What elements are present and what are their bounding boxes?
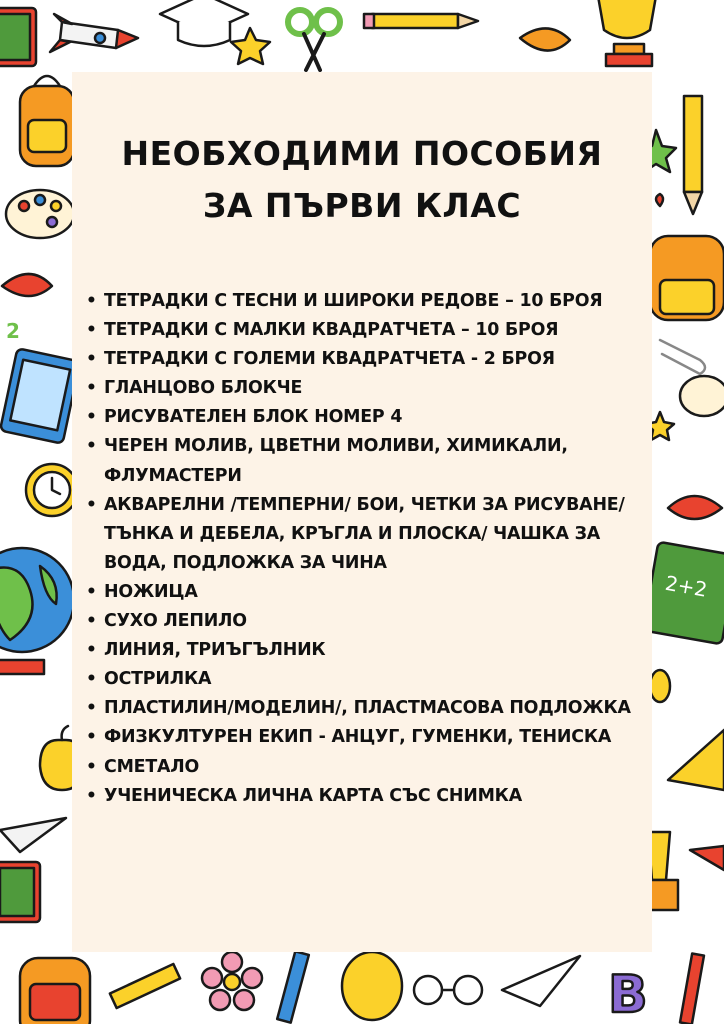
list-item: • ГЛАНЦОВО БЛОКЧЕ (84, 374, 654, 403)
supplies-list (84, 287, 654, 811)
svg-text:B: B (608, 965, 648, 1024)
svg-text:2+2: 2+2 (663, 570, 710, 602)
list-item: • РИСУВАТЕЛЕН БЛОК НОМЕР 4 (84, 403, 654, 432)
list-item: • ТЕТРАДКИ С МАЛКИ КВАДРАТЧЕТА – 10 БРОЯ (84, 316, 654, 345)
list-item: • УЧЕНИЧЕСКА ЛИЧНА КАРТА СЪС СНИМКА (84, 782, 654, 811)
glasses-icon (414, 976, 482, 1004)
list-item: • ЛИНИЯ, ТРИЪГЪЛНИК (84, 636, 654, 665)
list-item: • ТЕТРАДКИ С ТЕСНИ И ШИРОКИ РЕДОВЕ – 10 БРОЯ (84, 287, 654, 316)
list-item: • АКВАРЕЛНИ /ТЕМПЕРНИ/ БОИ, ЧЕТКИ ЗА РИСУВАНЕ/ТЪНКА И ДЕБЕЛА, КРЪГЛА И ПЛОСКА/ ЧАШКА ЗА ВОДА, ПОДЛОЖКА ЗА ЧИНА (84, 491, 654, 578)
list-item: • СУХО ЛЕПИЛО (84, 607, 654, 636)
list-item: • НОЖИЦА (84, 578, 654, 607)
title-line-1: НЕОБХОДИМИ ПОСОБИЯ (121, 134, 603, 173)
list-item: • ТЕТРАДКИ С ГОЛЕМИ КВАДРАТЧЕТА - 2 БРОЯ (84, 345, 654, 374)
list-item: • ПЛАСТИЛИН/МОДЕЛИН/, ПЛАСТМАСОВА ПОДЛОЖКА (84, 694, 654, 723)
list-item: • СМЕТАЛО (84, 753, 654, 782)
alarm-clock-icon (26, 464, 78, 516)
globe-icon (0, 548, 74, 674)
list-item: • ЧЕРЕН МОЛИВ, ЦВЕТНИ МОЛИВИ, ХИМИКАЛИ, ФЛУМАСТЕРИ (84, 432, 654, 490)
triangle-ruler-icon (668, 730, 724, 790)
leaf-icon (520, 28, 570, 50)
graduation-cap-icon (160, 0, 248, 46)
chalkboard-icon (0, 8, 36, 66)
paperclip-icon (660, 340, 705, 374)
ruler-icon (110, 964, 180, 1008)
flower-icon (202, 952, 262, 1010)
list-item: • ОСТРИЛКА (84, 665, 654, 694)
scissors-icon (288, 10, 340, 70)
title-line-2: ЗА ПЪРВИ КЛАС (202, 186, 522, 225)
trophy-icon (598, 0, 656, 66)
tablet-icon (0, 348, 80, 443)
paper-plane-icon (0, 818, 66, 852)
pencil-icon (364, 14, 478, 28)
list-item: • ФИЗКУЛТУРЕН ЕКИП - АНЦУГ, ГУМЕНКИ, ТЕНИСКА (84, 723, 654, 752)
rocket-icon (50, 14, 138, 52)
page-title (0, 128, 724, 232)
svg-text:2: 2 (6, 319, 20, 343)
star-icon (231, 28, 270, 64)
